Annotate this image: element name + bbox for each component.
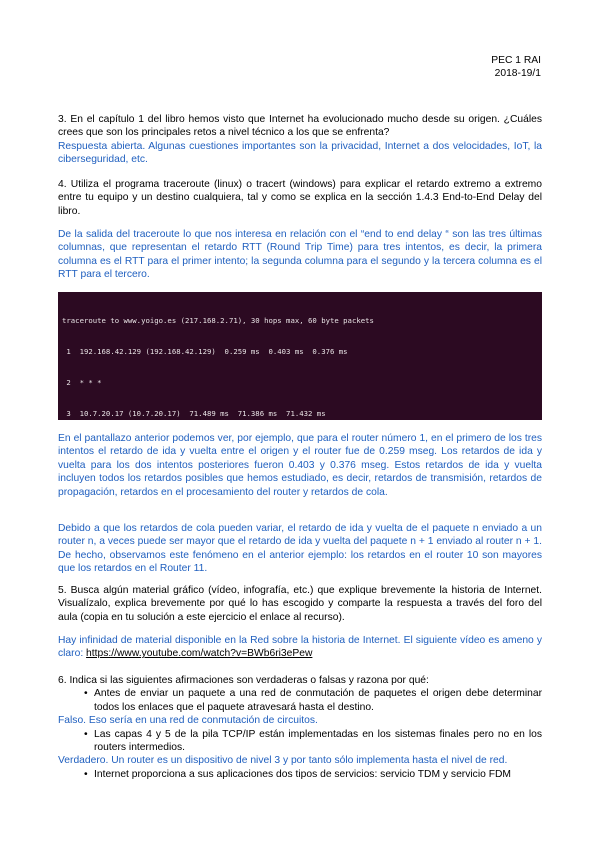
question-4-answer-queue [58, 522, 542, 576]
statement-item: • Antes de enviar un paquete a una red de conmutación de paquetes el origen debe determinar todos los enlaces que el paquete atravesará hasta el destino. [94, 687, 542, 714]
youtube-link[interactable]: https://www.youtube.com/watch?v=BWb6ri3ePew [86, 648, 313, 660]
page-header [491, 54, 541, 80]
question-3-answer: Respuesta abierta. Algunas cuestiones importantes son la privacidad, Internet a dos velocidades, IoT, la ciberseguridad, etc. [58, 140, 542, 166]
question-4-answer-intro [58, 228, 542, 282]
question-3-text: 3. En el capítulo 1 del libro hemos visto que Internet ha evolucionado mucho desde su origen. ¿Cuáles crees que son los principales retos a nivel técnico a los que se enfrenta? [58, 114, 542, 139]
question-3 [58, 113, 542, 167]
question-6-text: 6. Indica si las siguientes afirmaciones son verdaderas o falsas y razona por qué: [58, 675, 429, 686]
statement-list [58, 687, 542, 714]
statement-answer: Falso. Eso sería en una red de conmutación de circuitos. [58, 715, 318, 727]
question-5-answer-block [58, 634, 542, 661]
question-4-answer-2: En el pantallazo anterior podemos ver, por ejemplo, que para el router número 1, en el primero de los tres intentos el retardo de ida y vuelta entre el origen y el router fue de 0.259 mseg. Los retardos de ida y vuelta para los dos intentos posteriores fueron 0.403 y 0.376 mseg. Estos retardos de ida y vuelta incluyen todos los retardos posibles que hemos estudiado, es decir, retardos de transmisión, retardos de propagación, retardos en el procesamiento del router y retardos de cola. [58, 433, 542, 498]
question-4-text: 4. Utiliza el programa traceroute (linux) o tracert (windows) para explicar el retardo extremo a extremo entre tu equipo y un destino cualquiera, tal y como se explica en la sección 1.4.3 End-to-End Delay del libro. [58, 179, 542, 217]
question-5-answer-text: Hay infinidad de material disponible en la Red sobre la historia de Internet. El siguiente vídeo es ameno y claro: [58, 635, 542, 660]
statement-answer: Verdadero. Un router es un dispositivo de nivel 3 y por tanto sólo implementa hasta el nivel de red. [58, 755, 508, 767]
question-6 [58, 674, 542, 781]
question-5 [58, 584, 542, 624]
statement-item: • Las capas 4 y 5 de la pila TCP/IP están implementadas en los sistemas finales pero no en los routers intermedios. [94, 728, 542, 755]
question-4-answer-3: Debido a que los retardos de cola pueden variar, el retardo de ida y vuelta de el paquete n enviado a un router n, a veces puede ser mayor que el retardo de ida y vuelta del paquete n + 1 enviado al router n + 1. De hecho, observamos este fenómeno en el anterior ejemplo: los retardos en el router 10 son mayores que los retardos en el Router 11. [58, 523, 542, 575]
terminal-line: 2 * * * [62, 378, 102, 388]
question-5-text: 5. Busca algún material gráfico (vídeo, infografía, etc.) que explique brevemente la historia de Internet. Visualízalo, explica brevemente por qué lo has escogido y comparte la respuesta a través del foro del aula (copia en tu solución a este ejercicio el enlace al recurso). [58, 585, 542, 623]
statement-item: • Internet proporciona a sus aplicaciones dos tipos de servicios: servicio TDM y servicio FDM [94, 768, 542, 781]
terminal-line: 3 10.7.20.17 (10.7.20.17) 71.489 ms 71.386 ms 71.432 ms [62, 409, 326, 419]
question-5-answer [58, 634, 542, 661]
question-4-answer-1: De la salida del traceroute lo que nos interesa en relación con el “end to end delay “ son las tres últimas columnas, que representan el retardo RTT (Round Trip Time) para tres intentos, es decir, la primera columna es el RTT para el primer intento; la segunda columna para el segundo y la tercera columna es el RTT para el tercero. [58, 229, 542, 281]
statement-list [58, 768, 542, 781]
header-course: PEC 1 RAI [491, 55, 541, 66]
header-term: 2018-19/1 [494, 68, 541, 79]
question-4 [58, 178, 542, 218]
terminal-line: traceroute to www.yoigo.es (217.168.2.71), 30 hops max, 60 byte packets [62, 315, 374, 325]
terminal-line: 1 192.168.42.129 (192.168.42.129) 0.259 ms 0.403 ms 0.376 ms [62, 347, 348, 357]
traceroute-terminal-screenshot [58, 292, 542, 420]
question-4-answer-analysis [58, 432, 542, 499]
statement-list [58, 728, 542, 755]
